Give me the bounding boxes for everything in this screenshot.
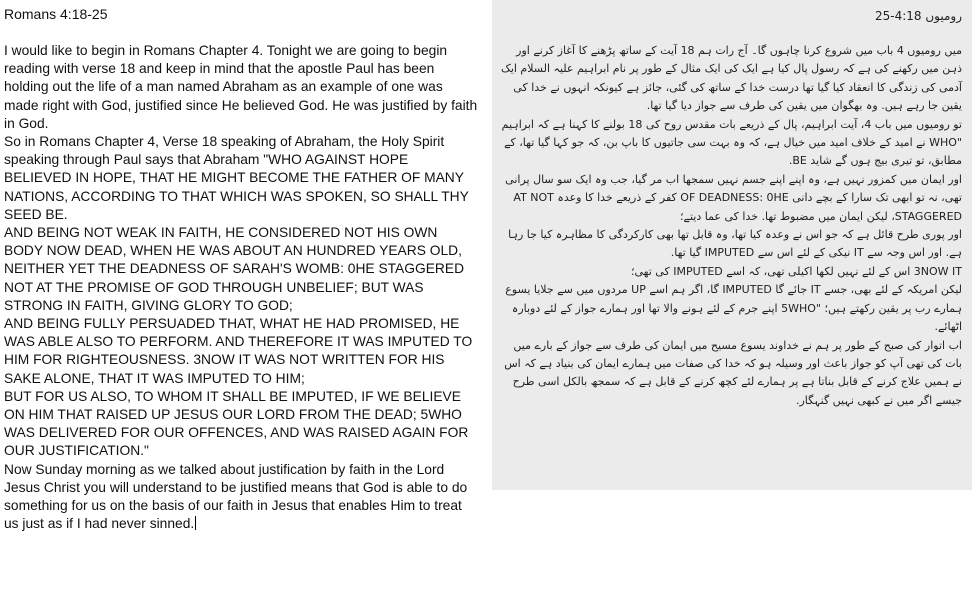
english-paragraph-text: Now Sunday morning as we talked about justification by faith in the Lord Jesus Christ you will understand to be justified means that God is able to do something for us on the basis of our faith in Jesus that enables Him to treat us just as if I had never sinned. [4,461,468,532]
urdu-paragraph: میں رومیوں 4 باب میں شروع کرنا چاہوں گا۔ آج رات ہم 18 آیت کے ساتھ پڑھنے کا آغاز کرنے اور ذہن میں رکھنے کی ہے کہ رسول پال کیا ہے ایک کی ایک مثال کے طور پر نام ابراہیم علیہ السلام ایک آدمی کی زندگی کا انعقاد کیا گیا تھا درست خدا کے ساتھ کی گئی، جائز ہے کیونکہ انہوں نے خدا کی یقین جا رہے ہیں. وہ بھگوان میں یقین کی طرف سے جواز دیا گیا تھا. [500,44,962,113]
english-paragraph: AND BEING FULLY PERSUADED THAT, WHAT HE HAD PROMISED, HE WAS ABLE ALSO TO PERFORM. AND THEREFORE IT WAS IMPUTED TO HIM FOR RIGHTEOUSNESS. 3NOW IT WAS NOT WRITTEN FOR HIS SAKE ALONE, THAT IT WAS IMPUTED TO HIM; [4,316,473,386]
text-cursor [195,516,196,530]
urdu-paragraph: 3NOW IT اس کے لئے نہیں لکھا اکیلی تھی، کہ اسے IMPUTED کی تھی؛ [631,264,962,278]
english-body[interactable] [4,42,478,533]
urdu-paragraph: اور ایمان میں کمزور نہیں ہے، وہ اپنے اپنے جسم نہیں سمجھا اب مر گیا، جب وہ ایک سو سال پرانی تھی، نہ تو ابھی تک سارا کے بچے دانی OF DEADNESS: 0HE کفر کے ذریعے خدا کا وعدہ AT NOT STAGGERED، لیکن ایمان میں مضبوط تھا. خدا کی عما دیتے؛ [505,172,962,223]
english-paragraph-last [4,461,478,534]
english-paragraph: I would like to begin in Romans Chapter 4. Tonight we are going to begin reading with verse 18 and keep in mind that the apostle Paul has been holding out the life of a man named Abraham as an example of one was made right with God, justified since He believed God. He was justified by faith in God. [4,43,478,131]
urdu-paragraph: لیکن امریکہ کے لئے بھی، جسے IT جائے گا IMPUTED گا، اگر ہم اسے UP مردوں میں سے جلایا یسوع ہمارے رب پر یقین رکھتے ہیں؛ "5WHO اپنے جرم کے لئے ہونے والا تھا اور ہمارے جواز کے لئے دوبارہ اٹھائے. [505,283,962,334]
english-paragraph: So in Romans Chapter 4, Verse 18 speaking of Abraham, the Holy Spirit speaking through Paul says that Abraham "WHO AGAINST HOPE BELIEVED IN HOPE, THAT HE MIGHT BECOME THE FATHER OF MANY NATIONS, ACCORDING TO THAT WHICH WAS SPOKEN, SO SHALL THY SEED BE. [4,134,469,222]
urdu-body[interactable] [500,42,962,410]
english-text-pane[interactable] [0,0,478,598]
english-paragraph: BUT FOR US ALSO, TO WHOM IT SHALL BE IMPUTED, IF WE BELIEVE ON HIM THAT RAISED UP JESUS OUR LORD FROM THE DEAD; 5WHO WAS DELIVERED FOR OUR OFFENCES, AND WAS RAISED AGAIN FOR OUR JUSTIFICATION." [4,388,469,459]
urdu-paragraph: اور پوری طرح قائل ہے کہ جو اس نے وعدہ کیا تھا، وہ قابل تھا بھی کارکردگی کا مظاہرہ کیا جا رہا ہے. اور اس وجہ سے IT نیکی کے لئے اس سے IMPUTED گیا تھا. [508,228,962,260]
english-paragraph: AND BEING NOT WEAK IN FAITH, HE CONSIDERED NOT HIS OWN BODY NOW DEAD, WHEN HE WAS ABOUT AN HUNDRED YEARS OLD, NEITHER YET THE DEADNESS OF SARAH'S WOMB: 0HE STAGGERED NOT AT THE PROMISE OF GOD THROUGH UNBELIEF; BUT WAS STRONG IN FAITH, GIVING GLORY TO GOD; [4,225,465,313]
urdu-text-pane[interactable] [492,0,972,490]
urdu-paragraph: تو رومیوں میں باب 4، آیت ابراہیم، پال کے ذریعے بات مقدس روح کی 18 بولنے کا کہنا ہے کہ ابراہیم "WHO نے امید کے خلاف امید میں خیال ہے، کہ وہ بہت سی جاتیوں کا باپ بن، کہ جو کہا گیا تھا، کے مطابق، تو تیری بیج ہوں گے شاید BE. [501,117,962,168]
urdu-title: رومیوں 4:18-25 [874,9,962,23]
urdu-paragraph: اب اتوار کی صبح کے طور پر ہم نے خداوند یسوع مسیح میں ایمان کی طرف سے جواز کے بارے میں بات کی تھی آپ کو جواز باعث اور وسیلہ ہو کہ خدا کی صفات میں ہمارے ایمان کی بنیاد ہے کہ اس نے ہمیں علاج کرنے کے قابل بناتا ہے پر ہمارے لئے کچھ کرنے کے قابل ہے کہ سمجھ بالکل اسی طرح جیسے اگر میں نے کبھی نہیں گنہگار. [504,338,962,407]
english-title: Romans 4:18-25 [4,6,108,22]
